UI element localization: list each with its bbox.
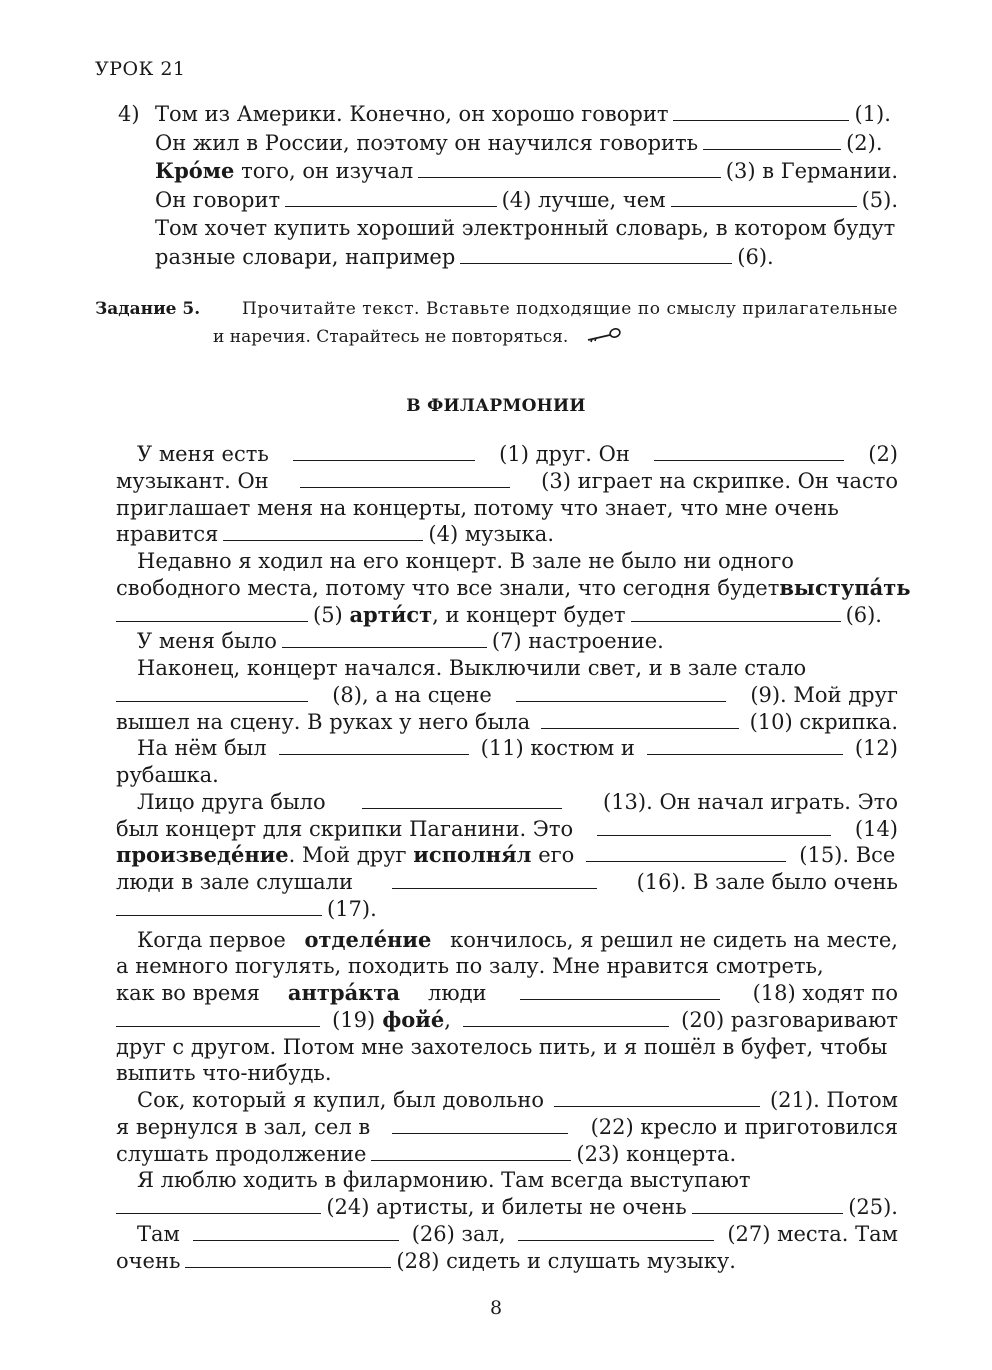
key-icon [584,324,622,352]
text-line: (24) артисты, и билеты не очень (25). [116,1194,898,1221]
text-line: (19) фойе́, (20) разговаривают [116,1007,898,1034]
text-line: рубашка. [116,763,219,787]
exercise-line: Он говорит (4) лучше, чем (5). [155,187,898,212]
answer-blank[interactable] [371,1141,571,1161]
text-line: У меня есть (1) друг. Он (2) [137,442,898,466]
text-line: был концерт для скрипки Паганини. Это (14) [116,816,898,841]
text-line: музыкант. Он (3) играет на скрипке. Он часто [116,468,898,493]
answer-blank[interactable] [673,101,849,121]
item-number: 4) [118,102,140,126]
text-line: На нём был (11) костюм и (12) [137,736,898,761]
answer-blank[interactable] [279,735,469,755]
text-line: (5) арти́ст , и концерт будет (6). [116,602,898,629]
text-line: произведе́ние . Мой друг исполня́л его (15). Все [116,842,896,868]
answer-blank[interactable] [703,130,841,150]
text-line: У меня было (7) настроение. [137,629,664,654]
task-label: Задание 5. [95,299,201,319]
answer-blank[interactable] [116,682,308,702]
text-line: а немного погулять, походить по залу. Мне нравится смотреть, [116,954,824,979]
text-line: нравится (4) музыка. [116,522,555,547]
answer-blank[interactable] [223,521,423,541]
text-line: Сок, который я купил, был довольно (21). Потом [137,1088,898,1112]
text-line: Когда первое отделе́ние кончилось, я решил не сидеть на месте, [137,926,898,952]
text-line: Там (26) зал, (27) места. Там [137,1221,898,1246]
text-line: (8), а на сцене (9). Мой друг [116,682,898,709]
answer-blank[interactable] [116,1007,320,1027]
answer-blank[interactable] [392,869,597,889]
answer-blank[interactable] [392,1114,568,1134]
answer-blank[interactable] [554,1087,760,1107]
text-line: слушать продолжение (23) концерта. [116,1141,737,1166]
answer-blank[interactable] [185,1248,391,1268]
exercise-line: Том хочет купить хороший электронный словарь, в котором будут [155,216,896,240]
text-line: очень (28) сидеть и слушать музыку. [116,1248,736,1273]
text-line: (17). [116,896,898,923]
task-5-instructions: Задание 5. Прочитайте текст. Вставьте подходящие по смыслу прилагательные и наречия. Старайтесь не повторяться. [95,295,898,352]
text-line: приглашает меня на концерты, потому что знает, что мне очень [116,495,839,520]
answer-blank[interactable] [692,1194,844,1214]
answer-blank[interactable] [463,1007,669,1027]
exercise-line: Кро́ме того, он изучал (3) в Германии. [155,158,898,183]
answer-blank[interactable] [418,158,721,178]
text-line: Недавно я ходил на его концерт. В зале не было ни одного [137,549,794,573]
story-text [116,441,911,1274]
answer-blank[interactable] [671,187,857,207]
text-line: я вернулся в зал, сел в (22) кресло и приготовился [116,1114,898,1139]
answer-blank[interactable] [597,816,831,836]
answer-blank[interactable] [460,244,732,264]
exercise-4 [118,100,898,271]
text-line: друг с другом. Потом мне захотелось пить, и я пошёл в буфет, чтобы [116,1034,888,1059]
answer-blank[interactable] [116,602,308,622]
text-line: Я люблю ходить в филармонию. Там всегда выступают [137,1168,751,1193]
exercise-line: разные словари, например (6). [155,244,774,269]
answer-blank[interactable] [654,441,844,461]
answer-blank[interactable] [647,735,843,755]
answer-blank[interactable] [541,709,739,729]
answer-blank[interactable] [520,980,720,1000]
answer-blank[interactable] [293,441,475,461]
text-title: В ФИЛАРМОНИИ [406,396,586,416]
text-line: вышел на сцену. В руках у него была (10) скрипка. [116,709,898,734]
answer-blank[interactable] [518,1221,714,1241]
exercise-line: 4) Том из Америки. Конечно, он хорошо говорит (1). [118,100,898,129]
answer-blank[interactable] [116,896,322,916]
answer-blank[interactable] [631,602,841,622]
answer-blank[interactable] [362,789,562,809]
exercise-line: Он жил в России, поэтому он научился говорить (2). [155,130,883,155]
text-line: свободного места, потому что все знали, что сегодня будет выступа́ть [116,574,911,600]
answer-blank[interactable] [300,468,510,488]
answer-blank[interactable] [282,628,487,648]
answer-blank[interactable] [116,1194,321,1214]
page-number: 8 [489,1297,503,1319]
answer-blank[interactable] [285,187,497,207]
lesson-header: УРОК 21 [95,58,186,80]
text-line: выпить что-нибудь. [116,1061,332,1086]
answer-blank[interactable] [516,682,726,702]
answer-blank[interactable] [193,1221,399,1241]
text-line: Лицо друга было (13). Он начал играть. Это [137,789,898,814]
text-line: люди в зале слушали (16). В зале было очень [116,870,898,894]
answer-blank[interactable] [586,842,786,862]
text-line: как во время антра́кта люди (18) ходят по [116,980,898,1005]
text-line: Наконец, концерт начался. Выключили свет, и в зале стало [137,656,807,680]
